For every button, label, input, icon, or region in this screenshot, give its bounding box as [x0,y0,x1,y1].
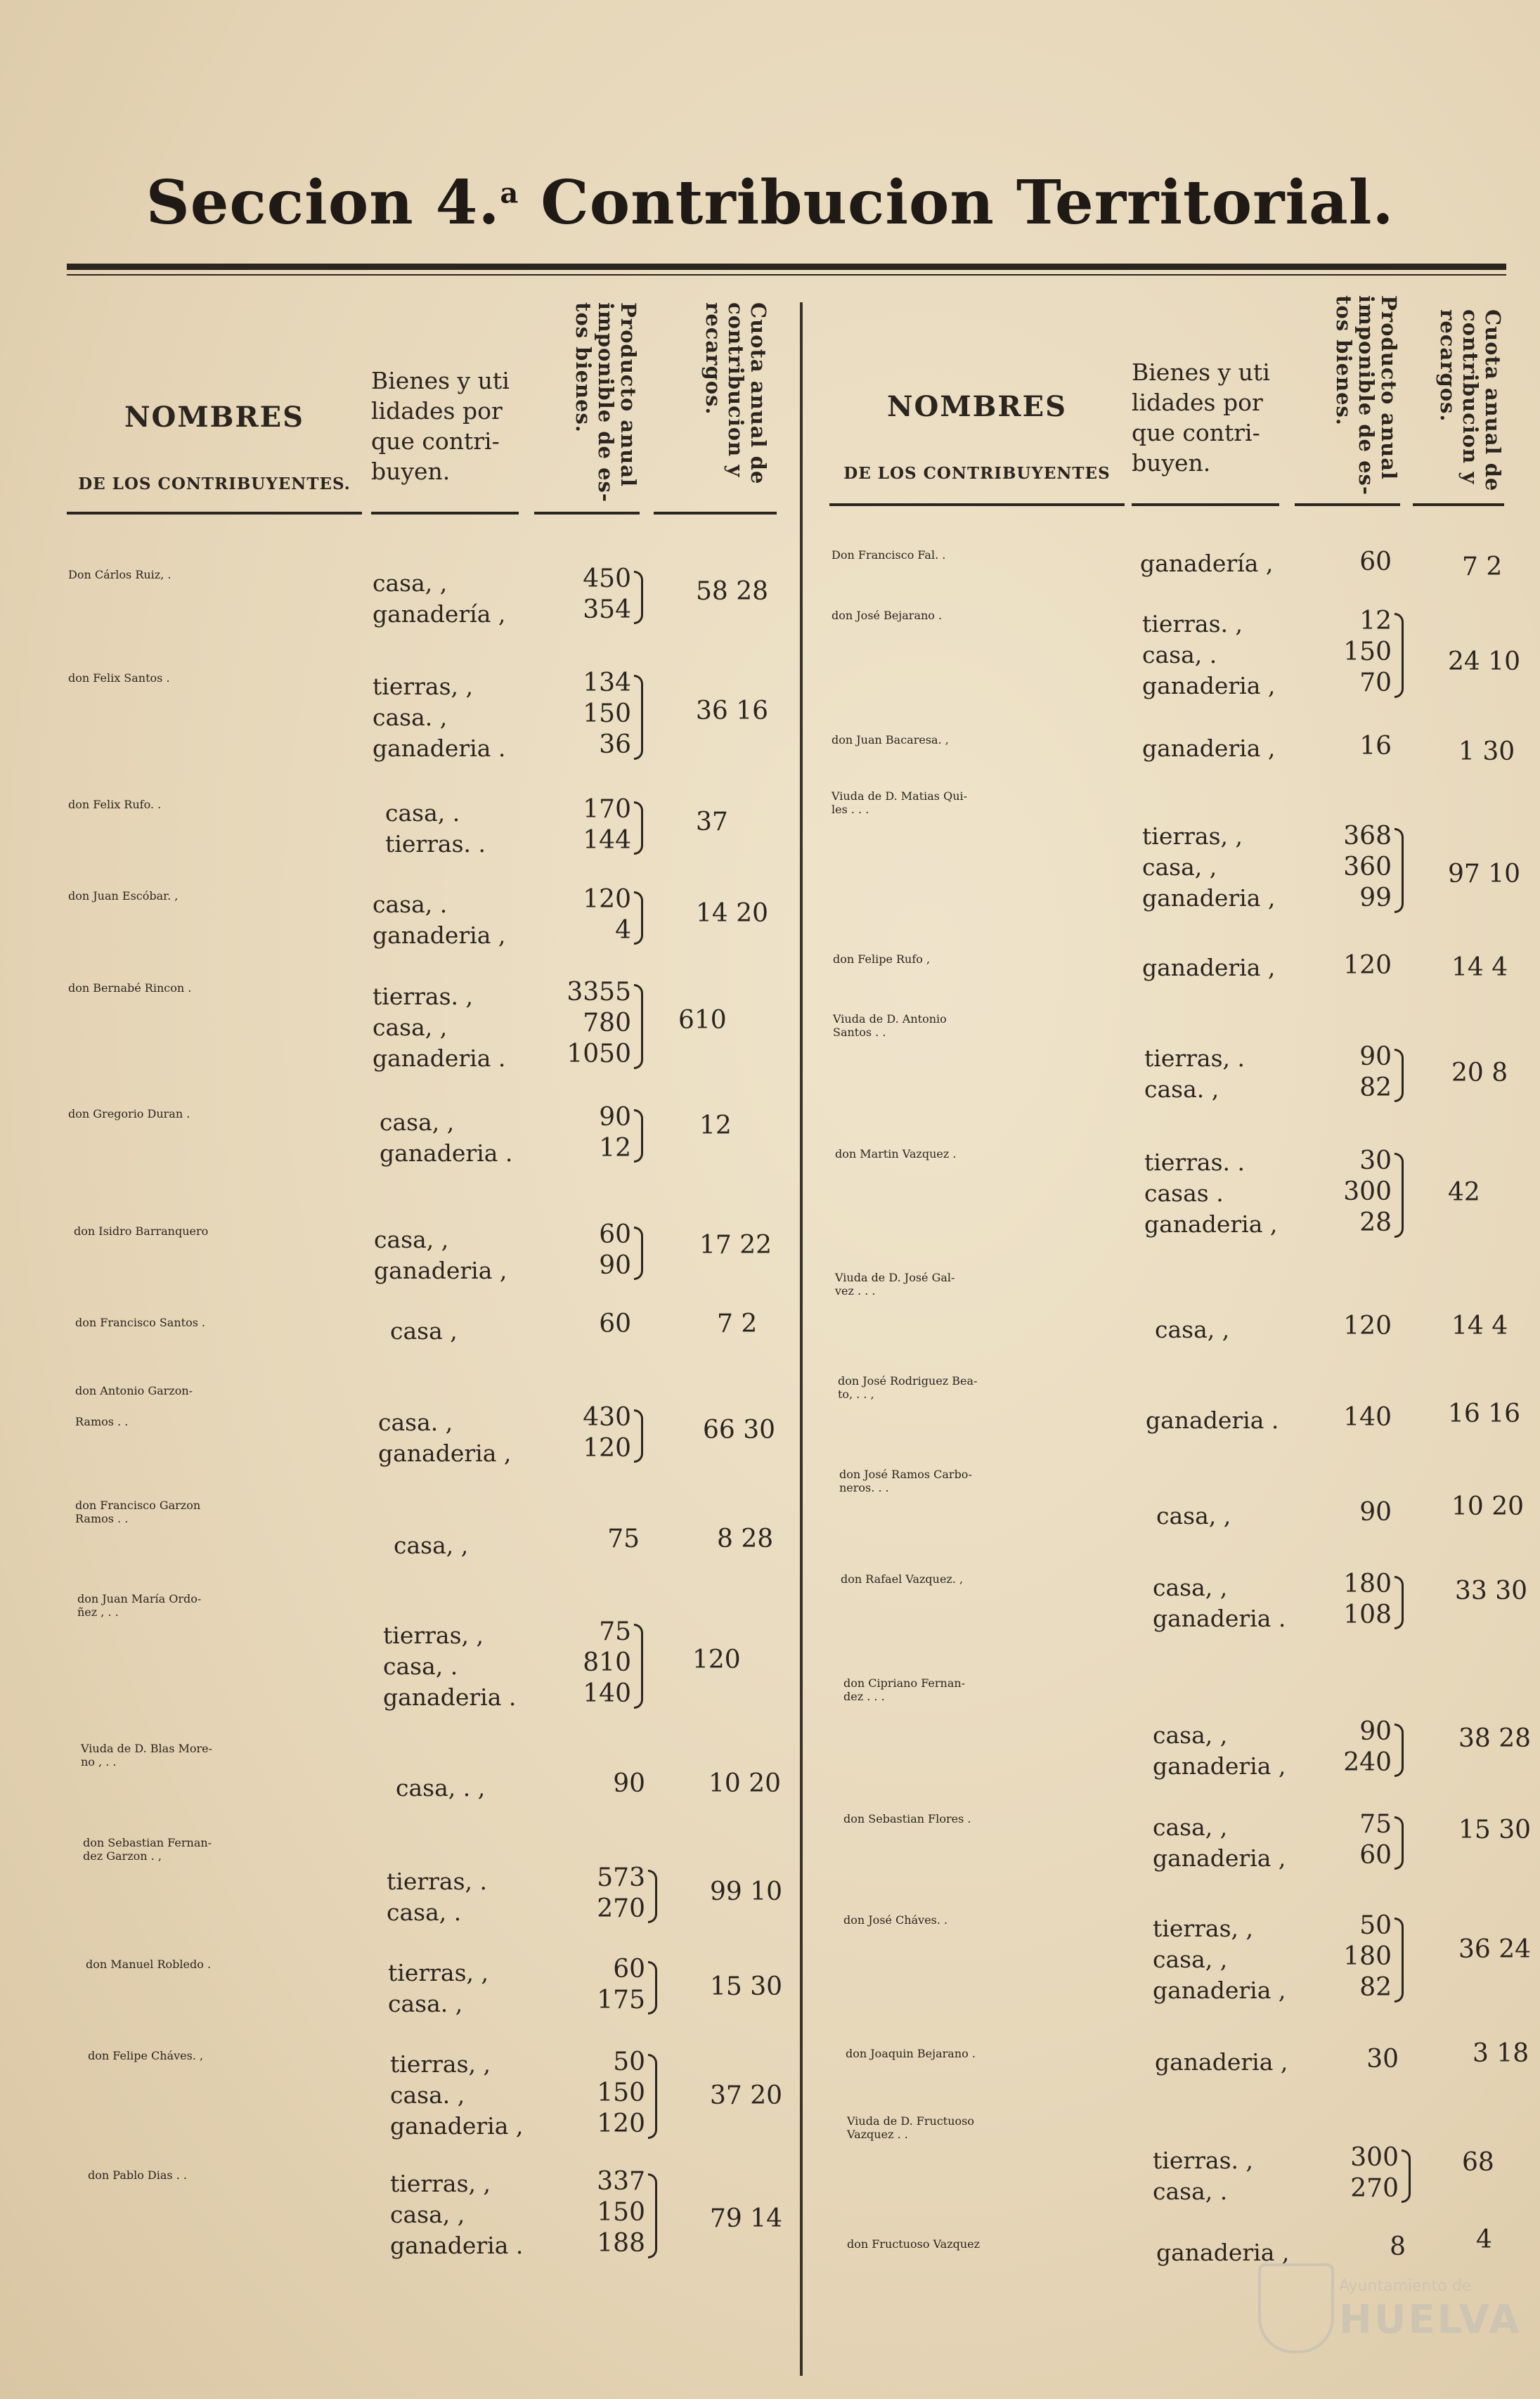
brace [1395,828,1404,913]
goods-list: casa, , ganaderia , [1153,1813,1286,1872]
product-values: 50 180 82 [1343,1911,1392,2002]
contributor-name: don Juan María Ordo- ñez , . . [77,1592,202,1619]
cuota-value: 14 4 [1451,953,1508,982]
cuota-value: 99 10 [710,1877,783,1906]
cuota-value: 37 [696,808,728,836]
goods-list: casa, , ganaderia , [1153,1721,1286,1780]
contributor-name: don Isidro Barranquero [74,1224,209,1238]
contributor-name: don Martin Vazquez . [835,1147,957,1160]
goods-list: tierras, . casa. , [1144,1045,1245,1103]
product-values: 60 [599,1310,631,1338]
product-values: 3355 780 1050 [567,978,631,1068]
product-values: 90 12 [599,1103,631,1163]
contributor-name: don José Ramos Carbo- neros. . . [839,1468,972,1494]
product-values: 450 354 [583,564,631,624]
header-bienes-left: Bienes y uti lidades por que contri- buyen. [371,367,510,485]
brace [634,1409,643,1463]
product-values: 573 270 [597,1863,645,1923]
goods-list: casa, . tierras. . [385,799,486,858]
brace [1395,1153,1404,1238]
header-rule-right [1413,503,1504,506]
header-rule-right [829,503,1125,506]
cuota-value: 33 30 [1455,1577,1528,1605]
cuota-value: 20 8 [1451,1059,1508,1087]
goods-list: tierras. , casa, . ganaderia , [1142,610,1276,699]
brace [1395,1724,1404,1777]
cuota-value: 36 16 [696,697,769,725]
product-values: 90 [613,1769,645,1798]
brace [648,1870,657,1923]
goods-list: ganaderia , [1142,954,1276,981]
header-producto-right: Producto anual imponible de es- tos bienes. [1332,295,1401,496]
contributor-name: don Felipe Rufo , [833,952,931,966]
product-values: 134 150 36 [583,668,631,759]
goods-list: ganaderia , [1142,735,1276,762]
contributor-name: Viuda de D. Antonio Santos . . [833,1012,947,1039]
goods-list: tierras, , casa. , [388,1959,488,2017]
product-values: 60 90 [599,1220,631,1280]
top-rule-thin [67,274,1506,276]
goods-list: ganadería , [1140,550,1274,577]
cuota-value: 10 20 [1451,1492,1525,1521]
brace [634,675,643,760]
cuota-value: 37 20 [710,2081,783,2110]
goods-list: tierras. , casa, . [1153,2147,1253,2205]
cuota-value: 120 [692,1645,741,1674]
cuota-value: 15 30 [1458,1816,1532,1844]
goods-list: tierras, , casa. , ganaderia , [390,2050,524,2140]
cuota-value: 8 28 [717,1525,774,1553]
cuota-value: 3 18 [1473,2039,1529,2068]
contributor-name: don Cipriano Fernan- dez . . . [843,1676,966,1703]
product-values: 60 175 [597,1955,645,2015]
product-values: 120 4 [583,885,631,945]
header-names-left: NOMBRES DE LOS CONTRIBUYENTES. [78,401,351,493]
product-values: 30 300 28 [1343,1146,1392,1237]
top-rule [67,264,1506,270]
product-values: 430 120 [583,1403,631,1463]
archive-stamp: Ayuntamiento de HUELVA [1258,2263,1511,2355]
brace [634,1624,643,1709]
cuota-value: 7 2 [1462,552,1503,581]
goods-list: ganaderia , [1156,2239,1290,2266]
crest-icon [1258,2263,1334,2353]
product-values: 90 240 [1343,1717,1392,1777]
product-values: 140 [1343,1403,1392,1432]
product-values: 170 144 [583,795,631,855]
contributor-name: Viuda de D. Fructuoso Vazquez . . [847,2114,975,2141]
product-values: 8 [1390,2232,1406,2261]
contributor-name: don José Bejarano . [832,609,943,622]
goods-list: casa, . , [396,1774,486,1802]
brace [1402,2149,1411,2203]
header-names-right: NOMBRES DE LOS CONTRIBUYENTES [843,390,1111,483]
contributor-name: don Sebastian Flores . [843,1812,971,1825]
product-values: 75 810 140 [583,1617,631,1708]
product-values: 75 60 [1359,1810,1392,1870]
cuota-value: 610 [678,1006,727,1035]
cuota-value: 12 [699,1111,732,1140]
brace [1395,1049,1404,1102]
product-values: 300 270 [1350,2143,1399,2203]
header-rule-left [534,512,640,515]
contributor-name: don Francisco Garzon Ramos . . [75,1499,201,1525]
goods-list: tierras, , casa, . ganaderia . [383,1622,517,1711]
cuota-value: 4 [1476,2225,1492,2254]
goods-list: casa, , ganadería , [373,569,506,628]
contributor-name: don Francisco Santos . [75,1316,206,1329]
goods-list: casa, , [394,1532,469,1559]
cuota-value: 14 20 [696,899,769,928]
product-values: 90 82 [1359,1042,1392,1102]
goods-list: tierras, , casa, , ganaderia . [390,2170,524,2259]
cuota-value: 1 30 [1458,737,1515,766]
contributor-name: don Sebastian Fernan- dez Garzon . , [83,1836,212,1863]
header-rule-left [67,512,362,515]
product-values: 180 108 [1343,1570,1392,1629]
contributor-name: don Felix Rufo. . [68,798,162,811]
cuota-value: 36 24 [1458,1935,1532,1964]
brace [648,1961,657,2015]
contributor-name: don Pablo Dias . . [88,2168,187,2182]
brace [1395,613,1404,698]
cuota-value: 68 [1462,2148,1494,2177]
contributor-name: don Fructuoso Vazquez [847,2237,981,2251]
contributor-name: Viuda de D. José Gal- vez . . . [835,1271,955,1298]
goods-list: tierras, . casa, . [387,1868,487,1926]
goods-list: tierras, , casa, , ganaderia , [1153,1915,1286,2004]
contributor-name: don José Cháves. . [843,1913,948,1927]
contributor-name: Viuda de D. Blas More- no , . . [81,1742,213,1768]
contributor-name: don Juan Escóbar. , [68,889,179,903]
contributor-name: don José Rodriguez Bea- to, . . , [838,1374,978,1401]
cuota-value: 16 16 [1448,1399,1521,1428]
cuota-value: 66 30 [703,1416,776,1444]
contributor-name: don Manuel Robledo . [86,1958,212,1971]
goods-list: casa, , ganaderia . [380,1108,513,1167]
contributor-name: don Gregorio Duran . [68,1107,190,1120]
cuota-value: 15 30 [710,1972,783,2001]
header-rule-right [1295,503,1400,506]
brace [1395,1918,1404,2003]
contributor-name: don Bernabé Rincon . [68,981,192,995]
contributor-name: don Felipe Cháves. , [88,2049,204,2062]
goods-list: ganaderia . [1146,1407,1279,1434]
product-values: 368 360 99 [1343,822,1392,912]
goods-list: casa. , ganaderia , [378,1409,512,1467]
cuota-value: 17 22 [699,1231,772,1260]
goods-list: tierras. . casas . ganaderia , [1144,1149,1278,1238]
goods-list: casa, , ganaderia . [1153,1574,1286,1632]
product-values: 90 [1359,1498,1392,1527]
contributor-name: Viuda de D. Matias Qui- les . . . [832,789,968,816]
contributor-name: Don Francisco Fal. . [832,548,946,562]
brace [634,984,643,1069]
contributor-name: Don Cárlos Ruiz, . [68,568,172,581]
contributor-name: don Juan Bacaresa. , [832,733,949,746]
cuota-value: 10 20 [708,1769,782,1798]
cuota-value: 38 28 [1458,1724,1532,1753]
contributor-name: don Rafael Vazquez. , [841,1572,964,1586]
goods-list: tierras, , casa. , ganaderia . [373,673,506,762]
contributor-name: don Antonio Garzon- Ramos . . [75,1384,193,1428]
header-bienes-right: Bienes y uti lidades por que contri- buyen. [1132,358,1270,477]
goods-list: casa , [390,1317,458,1345]
header-rule-right [1132,503,1279,506]
product-values: 60 [1359,548,1392,576]
product-values: 30 [1366,2045,1399,2074]
goods-list: casa, , [1155,1316,1230,1343]
goods-list: tierras, , casa, , ganaderia , [1142,822,1276,912]
cuota-value: 7 2 [717,1310,758,1338]
goods-list: tierras. , casa, , ganaderia . [373,983,506,1072]
contributor-name: don Felix Santos . [68,671,170,685]
brace [634,891,643,945]
product-values: 337 150 188 [597,2167,645,2258]
column-divider [800,302,803,2376]
cuota-value: 79 14 [710,2204,783,2233]
header-producto-left: Producto anual imponible de es- tos bienes. [571,302,640,503]
product-values: 16 [1359,732,1392,761]
cuota-value: 97 10 [1448,860,1521,888]
header-rule-left [654,512,777,515]
product-values: 120 [1343,951,1392,980]
cuota-value: 14 4 [1451,1312,1508,1340]
goods-list: ganaderia , [1155,2048,1288,2076]
product-values: 12 150 70 [1343,607,1392,697]
header-rule-left [371,512,519,515]
goods-list: casa, , [1156,1502,1231,1530]
brace [634,1227,643,1280]
product-values: 75 [607,1525,640,1553]
brace [1395,1576,1404,1629]
brace [648,2054,657,2139]
brace [634,801,643,855]
cuota-value: 58 28 [696,577,769,606]
cuota-value: 24 10 [1448,647,1521,676]
product-values: 50 150 120 [597,2048,645,2138]
header-cuota-left: Cuota anual de contribucion y recargos. [701,302,770,485]
product-values: 120 [1343,1312,1392,1340]
brace [634,571,643,624]
goods-list: casa, , ganaderia , [374,1226,507,1284]
cuota-value: 42 [1448,1178,1480,1207]
page-title: Seccion 4.$^a$ Contribucion Territorial. [145,167,1395,238]
brace [648,2173,657,2258]
contributor-name: don Joaquin Bejarano . [846,2047,976,2060]
header-cuota-right: Cuota anual de contribucion y recargos. [1436,309,1505,492]
goods-list: casa, . ganaderia , [373,891,506,949]
brace [1395,1816,1404,1870]
brace [634,1109,643,1163]
